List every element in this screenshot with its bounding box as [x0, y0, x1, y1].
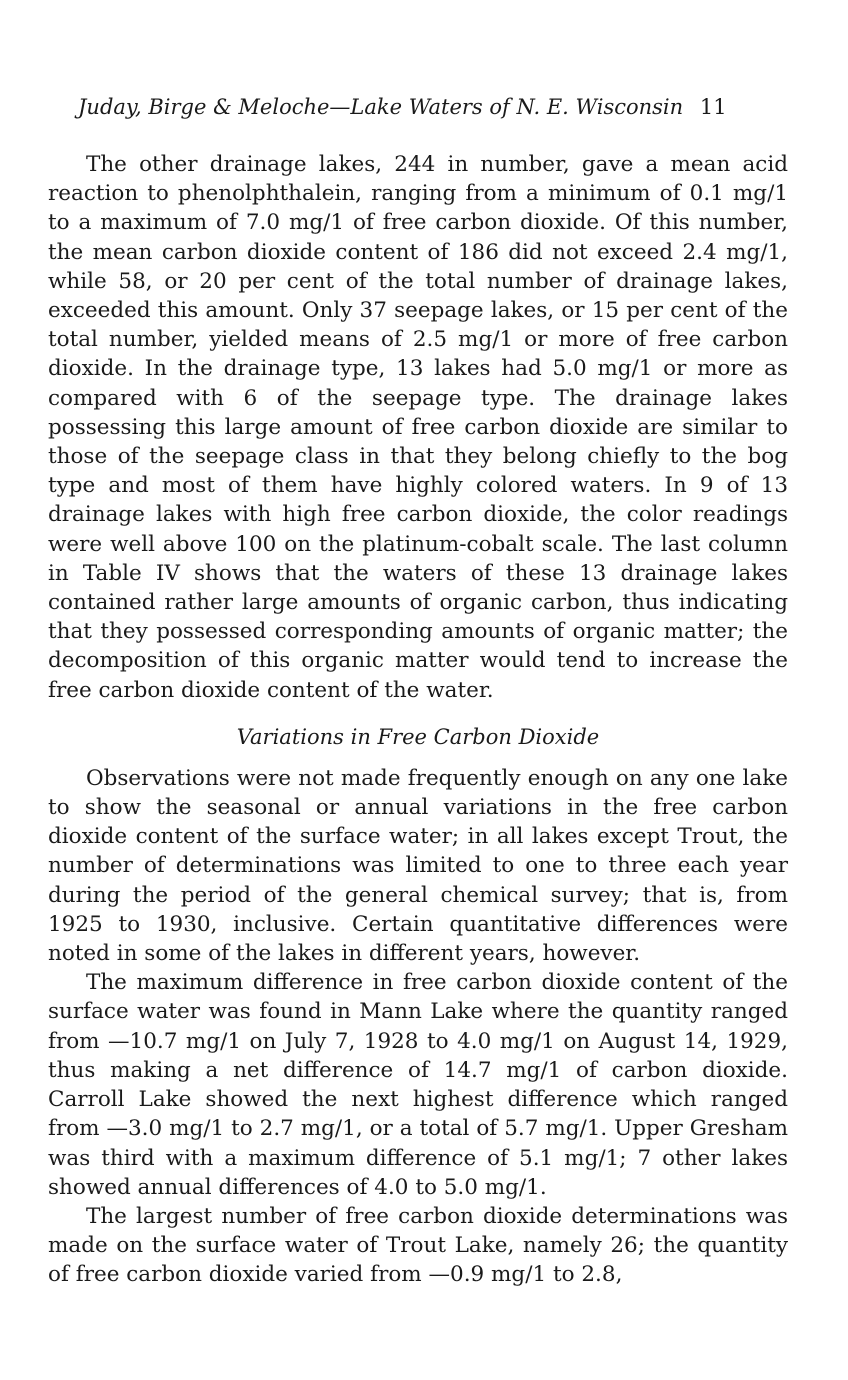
paragraph-observations: Observations were not made frequently enough on any one lake to show the seasonal or annual variations in the free carbon dioxide content of the surface water; in all lakes except Trout, the number of determinations was limited to one to three each year during the period of the general chemical survey; that is, from 1925 to 1930, inclusive. Certain quantitative differences were noted in some of the lakes in different years, however. [48, 765, 788, 967]
paragraph-drainage-lakes: The other drainage lakes, 244 in number, gave a mean acid reaction to phenolphthalein, ranging from a minimum of 0.1 mg/1 to a maximum of 7.0 mg/1 of free carbon dioxide. Of this number, the mean carbon dioxide content of 186 did not exceed 2.4 mg/1, while 58, or 20 per cent of the total number of drainage lakes, exceeded this amount. Only 37 seepage lakes, or 15 per cent of the total number, yielded means of 2.5 mg/1 or more of free carbon dioxide. In the drainage type, 13 lakes had 5.0 mg/1 or more as compared with 6 of the seepage type. The drainage lakes possessing this large amount of free carbon dioxide are similar to those of the seepage class in that they belong chiefly to the bog type and most of them have highly colored waters. In 9 of 13 drainage lakes with high free carbon dioxide, the color readings were well above 100 on the platinum-cobalt scale. The last column in Table IV shows that the waters of these 13 drainage lakes contained rather large amounts of organic carbon, thus indicating that they possessed corresponding amounts of organic matter; the decomposition of this organic matter would tend to increase the free carbon dioxide content of the water. [48, 152, 788, 703]
page-number: 11 [699, 95, 727, 119]
running-title: Juday, Birge & Meloche—Lake Waters of N. E. Wisconsin [78, 95, 684, 119]
running-head [78, 92, 774, 122]
paragraph-maximum-difference: The maximum difference in free carbon dioxide content of the surface water was found in Mann Lake where the quantity ranged from —10.7 mg/1 on July 7, 1928 to 4.0 mg/1 on August 14, 1929, thus making a net difference of 14.7 mg/1 of carbon dioxide. Carroll Lake showed the next highest difference which ranged from —3.0 mg/1 to 2.7 mg/1, or a total of 5.7 mg/1. Upper Gresham was third with a maximum difference of 5.1 mg/1; 7 other lakes showed annual differences of 4.0 to 5.0 mg/1. [48, 970, 788, 1200]
body-text [48, 150, 788, 1290]
paragraph-trout-lake: The largest number of free carbon dioxide determinations was made on the surface water of Trout Lake, namely 26; the quantity of free carbon dioxide varied from —0.9 mg/1 to 2.8, [48, 1203, 788, 1288]
section-heading: Variations in Free Carbon Dioxide [236, 724, 600, 749]
